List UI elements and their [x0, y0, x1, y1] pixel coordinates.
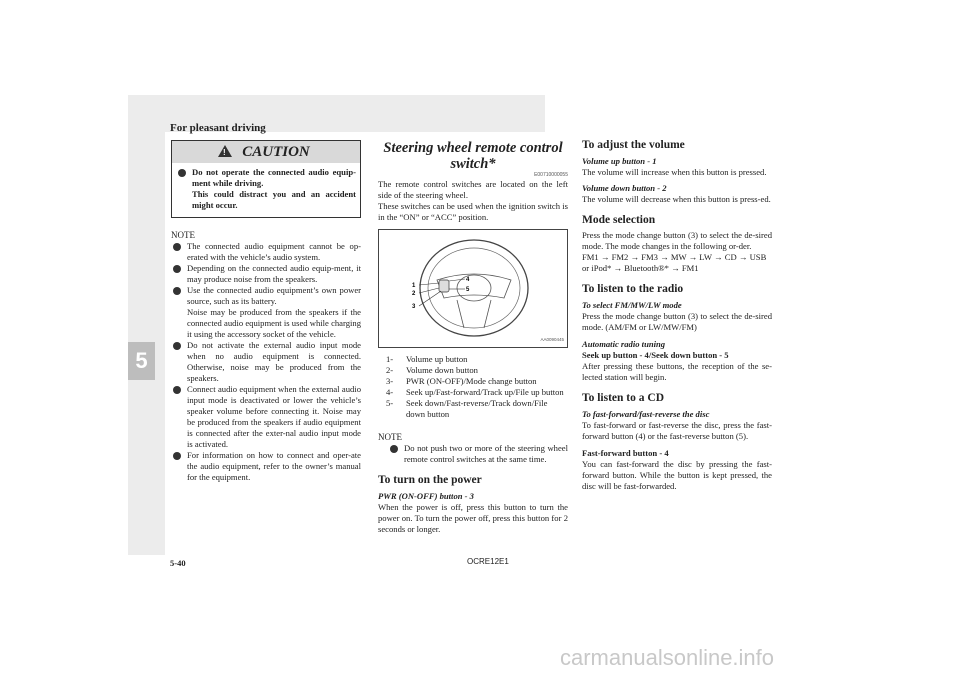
volume-down-text: The volume will decrease when this button is press-ed.: [582, 194, 771, 204]
list-item: 4- Seek up/Fast-forward/Track up/File up button: [386, 387, 564, 397]
ff-text: To fast-forward or fast-reverse the disc, press the fast-forward button (4) or the fast-reverse button (5).: [582, 420, 772, 441]
bullet-icon: [173, 386, 181, 394]
side-band: [128, 95, 165, 555]
seek-buttons-subheading: Seek up button - 4/Seek down button - 5: [582, 350, 729, 360]
button-list: [378, 354, 568, 420]
ff-subheading: To fast-forward/fast-reverse the disc: [582, 409, 710, 419]
column-2: [378, 140, 568, 535]
volume-heading: To adjust the volume: [582, 139, 685, 151]
caution-line: Do not operate the connected audio equip-ment while driving.: [192, 167, 356, 188]
caution-line: This could distract you and an accident might occur.: [192, 189, 356, 210]
note-item: Do not push two or more of the steering wheel remote control switches at the same time.: [404, 443, 568, 464]
ff-button-subheading: Fast-forward button - 4: [582, 448, 669, 458]
steering-wheel-figure: [378, 229, 568, 348]
page-header-title: For pleasant driving: [170, 122, 266, 134]
note-item: Depending on the connected audio equip-ment, it may produce noise from the speakers.: [187, 263, 361, 284]
figure-label: 1: [412, 283, 416, 289]
ff-button-text: You can fast-forward the disc by pressing the fast-forward button. While the button is kept pressed, the disc will be fast-forwarded.: [582, 459, 772, 491]
list-item: 3- PWR (ON-OFF)/Mode change button: [386, 376, 537, 386]
watermark[interactable]: carmanualsonline.info: [560, 645, 775, 670]
section-code: E00710000055: [534, 172, 568, 178]
caution-box: [171, 140, 361, 218]
note-item: The connected audio equipment cannot be op-erated with the vehicle’s audio system.: [187, 241, 361, 262]
bullet-icon: [173, 342, 181, 350]
select-mode-subheading: To select FM/MW/LW mode: [582, 300, 682, 310]
list-item: 5- Seek down/Fast-reverse/Track down/File down button: [386, 398, 548, 419]
radio-heading: To listen to the radio: [582, 283, 684, 295]
column-3: [582, 140, 772, 492]
figure-label: 3: [412, 304, 416, 310]
mode-text: Press the mode change button (3) to select the de-sired mode. The mode changes in the following or-der.: [582, 230, 772, 251]
bullet-icon: [173, 265, 181, 273]
warning-triangle-icon: !: [218, 145, 232, 157]
note-item: Do not activate the external audio input mode when no audio equipment is connected. Otherwise, noise may be produced from the speakers.: [187, 340, 361, 383]
note-item: For information on how to connect and oper-ate the audio equipment, refer to the owner’s manual for the equipment.: [187, 450, 361, 482]
cd-heading: To listen to a CD: [582, 392, 664, 404]
figure-label: 5: [466, 287, 470, 293]
note-label: NOTE: [378, 432, 402, 442]
list-item: 1- Volume up button: [386, 354, 468, 364]
select-mode-text: Press the mode change button (3) to select the de-sired mode. (AM/FM or LW/MW/FM): [582, 311, 772, 332]
power-subheading: PWR (ON-OFF) button - 3: [378, 491, 474, 501]
figure-label: 2: [412, 291, 416, 297]
chapter-tab: 5: [128, 342, 155, 380]
power-heading: To turn on the power: [378, 474, 482, 486]
caution-body: [172, 163, 360, 217]
list-item: 2- Volume down button: [386, 365, 478, 375]
bullet-icon: [173, 287, 181, 295]
bullet-icon: [178, 169, 186, 177]
document-code: OCRE12E1: [467, 557, 509, 566]
power-text: When the power is off, press this button to turn the power on. To turn the power off, press this button for 2 seconds or longer.: [378, 502, 568, 534]
mode-heading: Mode selection: [582, 214, 656, 226]
section-title: Steering wheel remote control switch*: [383, 140, 563, 172]
bullet-icon: [173, 243, 181, 251]
note-item: Connect audio equipment when the external audio input mode is deactivated or lower the vehicle’s speaker volume before connecting it. Noise may be produced from the speakers if audio equipment is connected after the exter-nal audio input mode is activated.: [187, 384, 361, 449]
note-item: Use the connected audio equipment’s own power source, such as its battery.: [187, 285, 361, 306]
column-1: [171, 140, 361, 483]
note-item: Noise may be produced from the speakers if the connected audio equipment is used while charging it using the accessory socket of the vehicle.: [187, 307, 361, 339]
page-number: 5-40: [170, 558, 186, 568]
section-intro-2: These switches can be used when the ignition switch is in the “ON” or “ACC” position.: [378, 201, 568, 222]
caution-title: CAUTION: [242, 144, 310, 160]
volume-down-subheading: Volume down button - 2: [582, 183, 667, 193]
auto-tuning-subheading: Automatic radio tuning: [582, 339, 666, 349]
mode-sequence: FM1 → FM2 → FM3 → MW → LW → CD → USB or iPod* → Bluetooth®* → FM1: [582, 252, 767, 273]
steering-wheel-icon: [379, 230, 567, 347]
volume-up-subheading: Volume up button - 1: [582, 156, 657, 166]
figure-code: AA0090445: [540, 337, 564, 342]
bullet-icon: [390, 445, 398, 453]
figure-label: 4: [466, 277, 470, 283]
bullet-icon: [173, 452, 181, 460]
caution-header: [172, 141, 360, 163]
note-label: NOTE: [171, 230, 195, 240]
section-intro: The remote control switches are located on the left side of the steering wheel.: [378, 179, 568, 200]
auto-tuning-text: After pressing these buttons, the reception of the se-lected station will begin.: [582, 361, 772, 382]
volume-up-text: The volume will increase when this button is pressed.: [582, 167, 767, 177]
